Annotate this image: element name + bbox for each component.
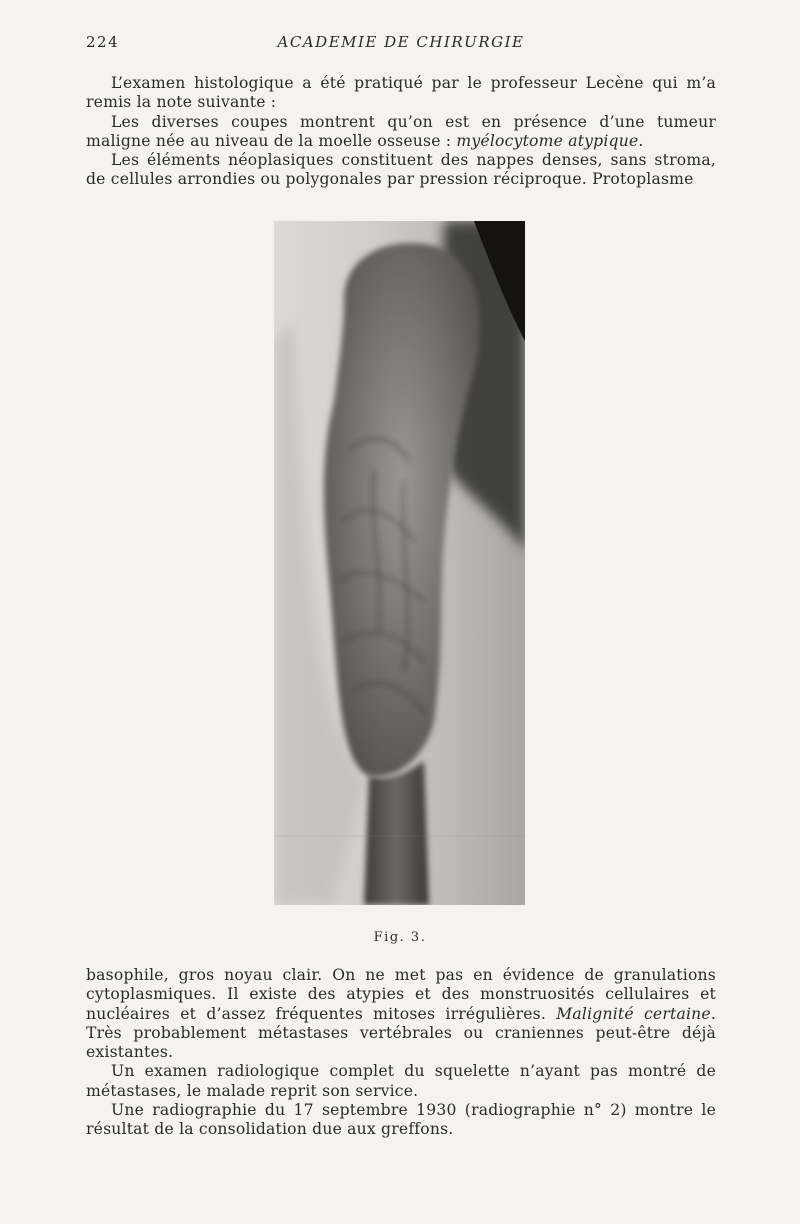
radiograph-image	[274, 221, 525, 905]
malignancy-italic: Malignité certaine.	[556, 1004, 716, 1023]
diagnosis-italic: myélocytome atypique.	[456, 131, 644, 150]
paragraph	[86, 113, 716, 152]
page-number: 224	[86, 33, 120, 51]
paragraph: Un examen radiologique complet du squelette n’ayant pas montré de métastases, le malade reprit son service.	[86, 1062, 716, 1100]
paragraph-text: Très probablement métastases vertébrales ou craniennes peut-être déjà existantes.	[86, 1023, 716, 1062]
paragraph: Les éléments néoplasiques constituent des nappes denses, sans stroma, de cellules arrondies ou polygonales par pression réciproque. Protoplasme	[86, 151, 716, 189]
radiograph-figure	[274, 221, 525, 905]
paragraph	[86, 966, 716, 1062]
paragraph-text: basophile, gros noyau clair. On ne met pas en évidence de granulations cytoplasmiques. Il existe des atypies et des monstruosités cellulaires et nucléaires et d’assez fréquentes mitoses irrégulières.	[86, 966, 716, 1023]
paragraph: Une radiographie du 17 septembre 1930 (radiographie n° 2) montre le résultat de la consolidation due aux greffons.	[86, 1101, 716, 1139]
paragraph-text: Les diverses coupes montrent qu’on est en présence d’une tumeur maligne née au niveau de la moelle osseuse :	[86, 112, 716, 150]
page-header	[86, 33, 716, 55]
paragraph: L’examen histologique a été pratiqué par le professeur Lecène qui m’a remis la note suivante :	[86, 74, 716, 112]
figure-caption: Fig. 3.	[373, 930, 427, 945]
body-text-bottom	[86, 966, 716, 1140]
body-text-top	[86, 74, 716, 190]
running-title: ACADEMIE DE CHIRURGIE	[277, 33, 525, 51]
